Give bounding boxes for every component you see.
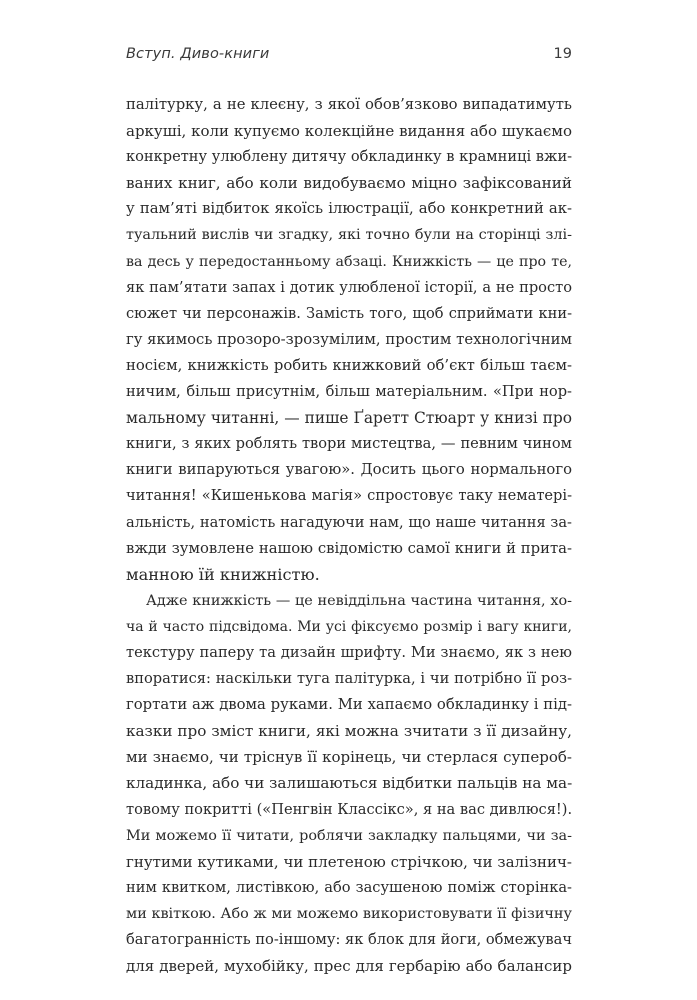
text-line: для дверей, мухобійку, прес для гербарію або балансир — [126, 957, 572, 976]
text-line: ми знаємо, чи тріснув її корінець, чи стерлася супероб- — [126, 748, 572, 767]
page-number: 19 — [553, 46, 572, 62]
text-line: Адже книжкість — це невіддільна частина читання, хо- — [146, 592, 572, 609]
body-text — [126, 92, 572, 979]
running-head — [126, 46, 572, 70]
paragraph-continued — [126, 92, 572, 588]
text-line: книги, з яких роблять твори мистецтва, — певним чином — [126, 435, 572, 453]
text-line: Ми можемо її читати, роблячи закладку пальцями, чи за- — [126, 827, 572, 844]
text-line: палітурку, а не клеєну, з якої обов’язково випадатимуть — [126, 96, 572, 113]
paragraph-bookishness — [126, 588, 572, 979]
text-line: як пам’ятати запах і дотик улюбленої історії, а не просто — [126, 278, 572, 296]
running-title: Вступ. Диво-книги — [126, 46, 270, 62]
text-line: казки про зміст книги, які можна зчитати з її дизайну, — [126, 722, 572, 741]
text-line: ним квитком, листівкою, або засушеною поміж сторінка- — [126, 878, 572, 896]
text-line: книги випаруються увагою». Досить цього нормального — [126, 461, 572, 479]
text-line: туальний вислів чи згадку, які точно були на сторінці злі- — [126, 227, 572, 244]
text-line: ничим, більш присутнім, більш матеріальним. «При нор- — [126, 383, 572, 401]
text-line: аркуші, коли купуємо колекційне видання або шукаємо — [126, 122, 572, 141]
text-line: кладинка, або чи залишаються відбитки пальців на ма- — [126, 774, 573, 793]
text-line: ми квіткою. Або ж ми можемо використовувати її фізичну — [126, 905, 572, 922]
text-line: сюжет чи персонажів. Замість того, щоб сприймати кни- — [126, 304, 572, 322]
text-line: гу якимось прозоро-зрозумілим, простим технологічним — [126, 330, 572, 348]
text-line: ча й часто підсвідома. Ми усі фіксуємо розмір і вагу книги, — [126, 618, 572, 635]
text-line: товому покритті («Пенгвін Классікс», я на вас дивлюся!). — [126, 800, 573, 818]
text-line: багатогранність по-іншому: як блок для йоги, обмежувач — [126, 931, 572, 948]
text-line: гнутими кутиками, чи плетеною стрічкою, чи залізнич- — [126, 852, 572, 871]
text-line: конкретну улюблену дитячу обкладинку в крамниці вжи- — [126, 148, 573, 166]
text-line: у пам’яті відбиток якоїсь ілюстрації, або конкретний ак- — [126, 200, 572, 218]
text-line: впоратися: наскільки туга палітурка, і чи потрібно її роз- — [126, 670, 572, 688]
text-line: ва десь у передостанньому абзаці. Книжкість — це про те, — [126, 253, 572, 270]
text-line: мальному читанні, — пише Ґаретт Стюарт у книзі про — [126, 409, 572, 428]
text-line: вжди зумовлене нашою свідомістю самої книги й прита- — [126, 539, 572, 557]
text-line: альність, натомість нагадуючи нам, що наше читання за- — [126, 513, 572, 531]
text-line: носієм, книжкість робить книжковий об’єкт більш таєм- — [126, 356, 572, 374]
text-line: гортати аж двома руками. Ми хапаємо обкладинку і під- — [126, 696, 572, 714]
text-line: манною їй книжністю. — [126, 564, 320, 584]
text-line: ваних книг, або коли видобуваємо міцно зафіксований — [126, 174, 572, 193]
text-line: текстуру паперу та дизайн шрифту. Ми знаємо, як з нею — [126, 643, 572, 661]
text-line: читання! «Кишенькова магія» спростовує таку нематері- — [126, 487, 572, 505]
